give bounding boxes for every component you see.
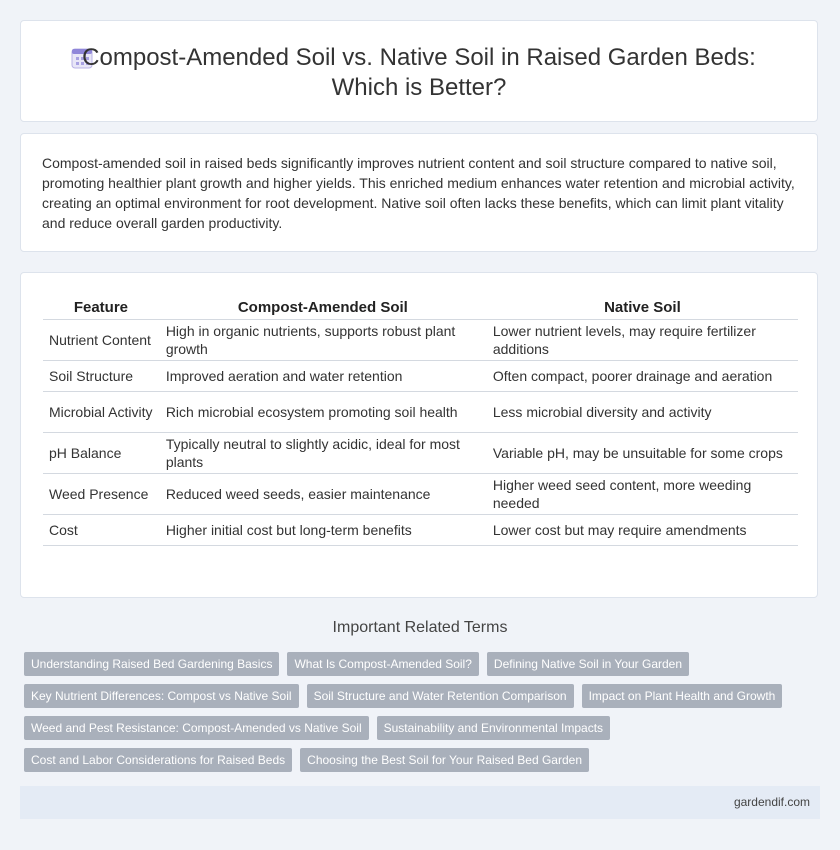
table-cell: Lower cost but may require amendments xyxy=(486,515,798,546)
related-term-tag[interactable]: Impact on Plant Health and Growth xyxy=(582,684,783,708)
related-terms-list xyxy=(24,652,814,780)
table-row xyxy=(43,515,798,546)
related-terms-title: Important Related Terms xyxy=(332,619,508,636)
header-compost: Compost-Amended Soil xyxy=(159,295,486,320)
related-term-tag[interactable]: Defining Native Soil in Your Garden xyxy=(487,652,689,676)
related-term-tag[interactable]: Soil Structure and Water Retention Comparison xyxy=(307,684,574,708)
table-cell: High in organic nutrients, supports robust plant growth xyxy=(159,320,486,361)
intro-text: Compost-amended soil in raised beds significantly improves nutrient content and soil structure compared to native soil, promoting healthier plant growth and higher yields. This enriched medium enhances water retention and microbial activity, creating an optimal environment for root development. Native soil often lacks these benefits, which can limit plant vitality and reduce overall garden productivity. xyxy=(42,155,795,231)
table-header-row xyxy=(43,295,798,320)
related-term-tag[interactable]: Understanding Raised Bed Gardening Basics xyxy=(24,652,279,676)
table-cell: Often compact, poorer drainage and aeration xyxy=(486,361,798,392)
comparison-table xyxy=(43,295,798,546)
page-title: Compost-Amended Soil vs. Native Soil in Raised Garden Beds: Which is Better? xyxy=(82,44,756,101)
table-cell: Lower nutrient levels, may require fertilizer additions xyxy=(486,320,798,361)
table-cell: Typically neutral to slightly acidic, ideal for most plants xyxy=(159,433,486,474)
related-term-tag[interactable]: Choosing the Best Soil for Your Raised Bed Garden xyxy=(300,748,589,772)
related-term-tag[interactable]: What Is Compost-Amended Soil? xyxy=(287,652,478,676)
header-native: Native Soil xyxy=(486,295,798,320)
title-card xyxy=(20,20,818,122)
table-row xyxy=(43,392,798,433)
table-row xyxy=(43,320,798,361)
footer-site-link[interactable]: gardendif.com xyxy=(733,795,810,809)
table-cell: Soil Structure xyxy=(43,361,159,392)
table-row xyxy=(43,361,798,392)
intro-card xyxy=(20,133,818,252)
table-cell: Less microbial diversity and activity xyxy=(486,392,798,433)
related-term-tag[interactable]: Sustainability and Environmental Impacts xyxy=(377,716,610,740)
table-cell: Microbial Activity xyxy=(43,392,159,433)
table-cell: Variable pH, may be unsuitable for some crops xyxy=(486,433,798,474)
related-term-tag[interactable]: Key Nutrient Differences: Compost vs Native Soil xyxy=(24,684,299,708)
table-row xyxy=(43,433,798,474)
table-cell: Improved aeration and water retention xyxy=(159,361,486,392)
header-feature: Feature xyxy=(43,295,159,320)
related-term-tag[interactable]: Cost and Labor Considerations for Raised Beds xyxy=(24,748,292,772)
table-cell: Higher weed seed content, more weeding needed xyxy=(486,474,798,515)
table-cell: Higher initial cost but long-term benefits xyxy=(159,515,486,546)
related-term-tag[interactable]: Weed and Pest Resistance: Compost-Amended vs Native Soil xyxy=(24,716,369,740)
comparison-card xyxy=(20,272,818,598)
table-cell: Reduced weed seeds, easier maintenance xyxy=(159,474,486,515)
table-cell: Cost xyxy=(43,515,159,546)
table-cell: Rich microbial ecosystem promoting soil health xyxy=(159,392,486,433)
table-row xyxy=(43,474,798,515)
table-cell: pH Balance xyxy=(43,433,159,474)
table-cell: Nutrient Content xyxy=(43,320,159,361)
table-cell: Weed Presence xyxy=(43,474,159,515)
footer xyxy=(20,786,820,819)
